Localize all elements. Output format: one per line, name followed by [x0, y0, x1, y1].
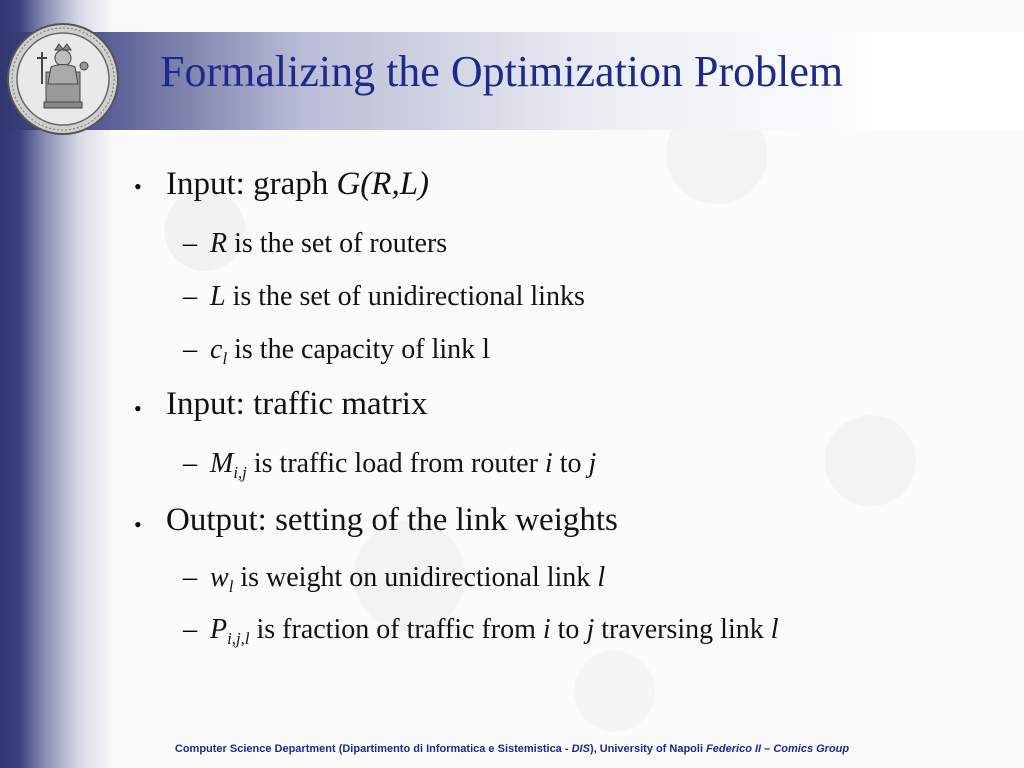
- dash-marker: –: [183, 448, 197, 479]
- bullet-traffic-matrix: Input: traffic matrix: [166, 386, 428, 422]
- bullet-fraction: $P_{i,j,l}$ is fraction of traffic from i to j traversing link l: [210, 614, 779, 648]
- bullet-weight: $w_l$ is weight on unidirectional link l: [210, 562, 606, 596]
- dash-marker: –: [183, 228, 197, 259]
- bullet-marker: •: [134, 174, 142, 199]
- bullet-routers: R is the set of routers: [210, 228, 448, 259]
- dash-marker: –: [183, 334, 197, 365]
- slide-title: Formalizing the Optimization Problem: [160, 47, 844, 96]
- bullet-traffic-load: $M_{i,j}$ is traffic load from router i to j: [210, 448, 597, 482]
- slide-footer: Computer Science Department (Dipartimento di Informatica e Sistemistica - DIS), University of Napoli Federico II – Comics Group: [174, 743, 850, 755]
- university-seal-icon: [6, 22, 121, 137]
- bullet-marker: •: [134, 396, 142, 421]
- dash-marker: –: [183, 281, 197, 312]
- bullet-output: Output: setting of the link weights: [166, 502, 618, 538]
- dash-marker: –: [183, 614, 197, 645]
- bullet-marker: •: [134, 512, 142, 537]
- bullet-capacity: $c_l$ is the capacity of link l: [210, 334, 490, 368]
- bullet-links: L is the set of unidirectional links: [210, 281, 585, 312]
- dash-marker: –: [183, 562, 197, 593]
- bullet-input-graph: Input: graph G(R,L): [166, 166, 430, 202]
